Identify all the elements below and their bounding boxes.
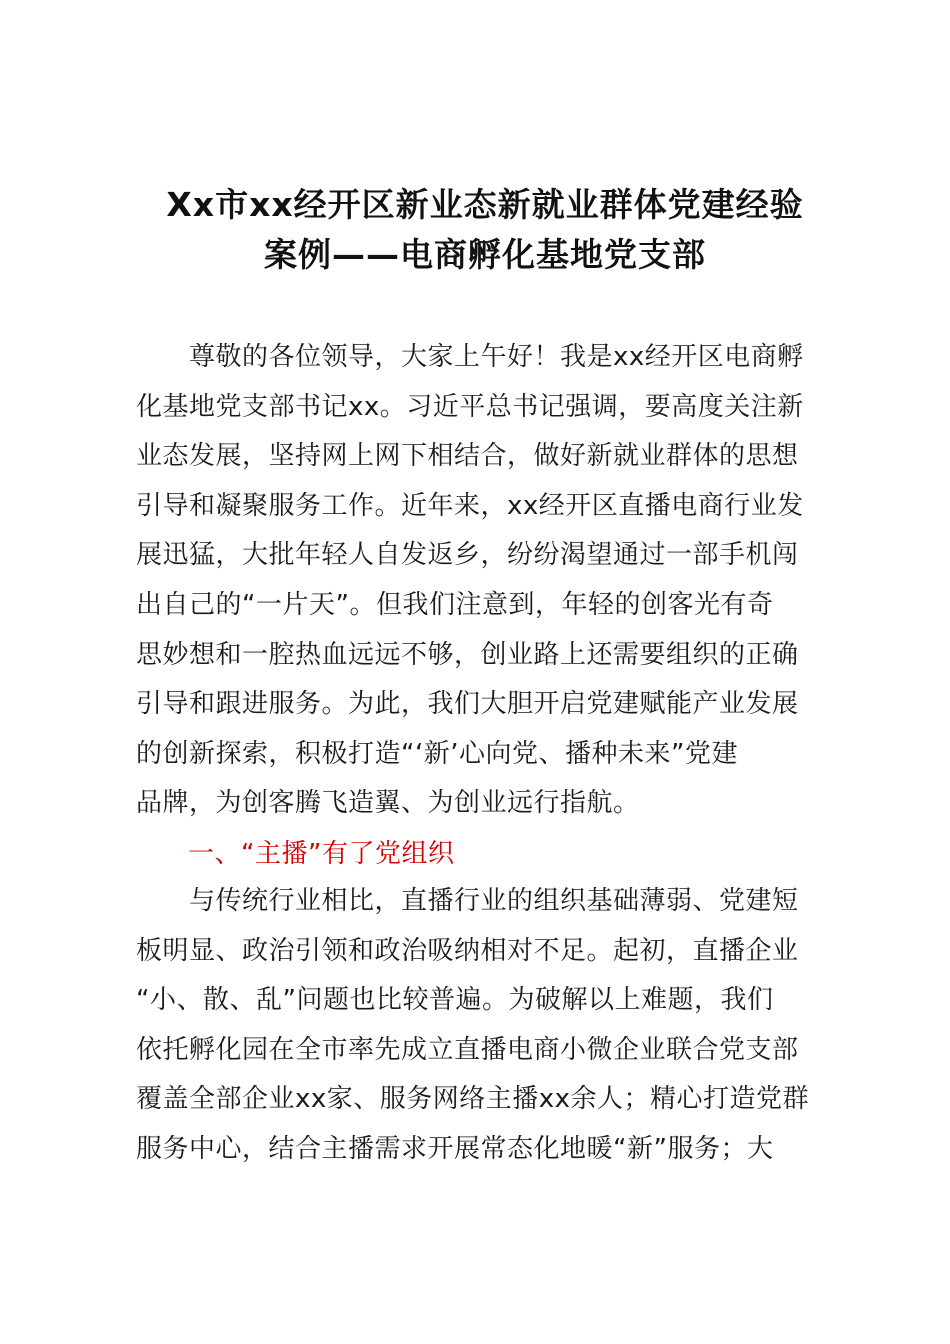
text-line: 化基地党支部书记xx。习近平总书记强调，要高度关注新 bbox=[136, 391, 804, 422]
text-line: 品牌，为创客腾飞造翼、为创业远行指航。 bbox=[136, 788, 640, 819]
text-line: 板明显、政治引领和政治吸纳相对不足。起初，直播企业 bbox=[136, 935, 799, 966]
text-line: 业态发展，坚持网上网下相结合，做好新就业群体的思想 bbox=[136, 441, 799, 472]
text-line: 服务中心，结合主播需求开展常态化地暖“新”服务；大 bbox=[136, 1133, 774, 1164]
text-line: 与传统行业相比，直播行业的组织基础薄弱、党建短 bbox=[136, 886, 799, 916]
text-line: 的创新探索，积极打造“‘新’心向党、播种未来”党建 bbox=[136, 738, 738, 769]
document-title bbox=[100, 180, 870, 280]
text-line: 引导和跟进服务。为此，我们大胆开启党建赋能产业发展 bbox=[136, 689, 799, 720]
text-line: 依托孵化园在全市率先成立直播电商小微企业联合党支部 bbox=[136, 1034, 799, 1065]
text-line: 引导和凝聚服务工作。近年来，xx经开区直播电商行业发 bbox=[136, 490, 804, 521]
text-line: “小、散、乱”问题也比较普遍。为破解以上难题，我们 bbox=[136, 985, 774, 1016]
section-heading-1: 一、“主播”有了党组织 bbox=[188, 839, 455, 869]
text-line: 思妙想和一腔热血远远不够，创业路上还需要组织的正确 bbox=[136, 639, 799, 670]
text-line: 覆盖全部企业xx家、服务网络主播xx余人；精心打造党群 bbox=[136, 1084, 810, 1115]
paragraph-intro bbox=[136, 333, 856, 829]
title-line-2: 案例——电商孵化基地党支部 bbox=[264, 235, 706, 274]
text-line: 尊敬的各位领导，大家上午好！我是xx经开区电商孵 bbox=[136, 342, 804, 372]
text-line: 展迅猛，大批年轻人自发返乡，纷纷渴望通过一部手机闯 bbox=[136, 540, 799, 571]
paragraph-section-1 bbox=[136, 877, 856, 1175]
title-line-1: Xx市xx经开区新业态新就业群体党建经验 bbox=[166, 185, 804, 224]
text-line: 出自己的“一片天”。但我们注意到，年轻的创客光有奇 bbox=[136, 589, 774, 620]
